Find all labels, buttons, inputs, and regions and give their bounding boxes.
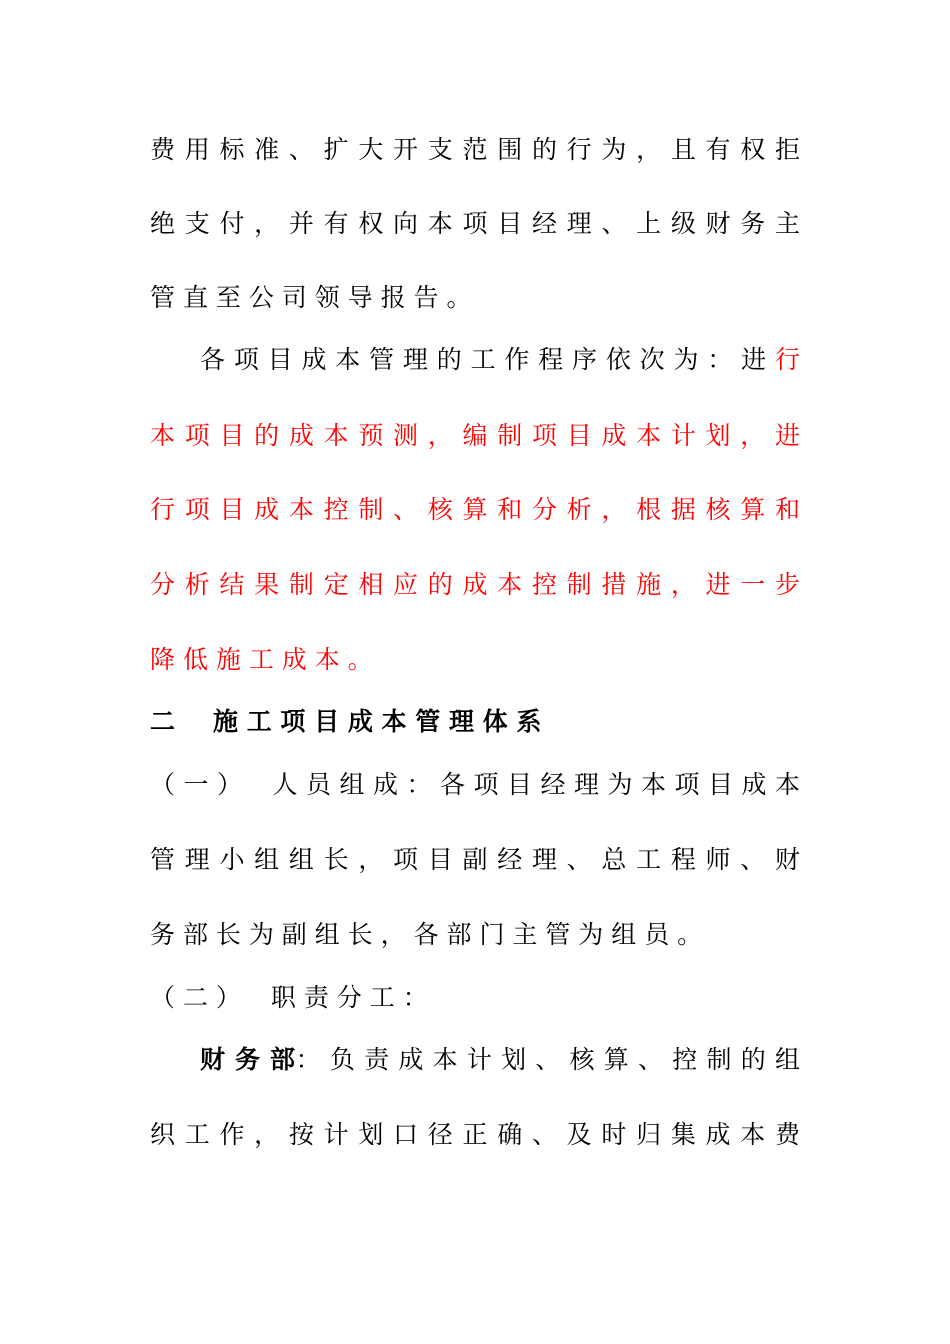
subsection-line (150, 981, 800, 1015)
subsection-label: （ 一 ） (150, 770, 243, 799)
highlighted-text: 行 (774, 345, 800, 374)
highlighted-line: 分 析 结 果 制 定 相 应 的 成 本 控 制 措 施 ， 进 一 步 (150, 570, 800, 599)
paragraph-line (200, 1043, 800, 1077)
section-number: 二 (150, 707, 176, 736)
paragraph-line: 管 理 小 组 组 长 ， 项 目 副 经 理 、 总 工 程 师 、 财 (150, 845, 800, 874)
department-label: 财 务 部 (200, 1045, 296, 1074)
paragraph-line: 绝 支 付 ， 并 有 权 向 本 项 目 经 理 、 上 级 财 务 主 (150, 209, 800, 238)
section-heading (150, 705, 800, 739)
highlighted-line: 行 项 目 成 本 控 制 、 核 算 和 分 析 ， 根 据 核 算 和 (150, 495, 800, 524)
paragraph-text: ： 负 责 成 本 计 划 、 核 算 、 控 制 的 组 (295, 1045, 800, 1074)
paragraph-line: 管 直 至 公 司 领 导 报 告 。 (150, 283, 472, 312)
subsection-text: 人 员 组 成 ： 各 项 目 经 理 为 本 项 目 成 本 (272, 770, 801, 799)
paragraph-line: 务 部 长 为 副 组 长 ， 各 部 门 主 管 为 组 员 。 (150, 920, 703, 949)
paragraph-line (200, 343, 800, 377)
highlighted-line: 降 低 施 工 成 本 。 (150, 645, 373, 674)
subsection-label: （ 二 ） (150, 983, 241, 1012)
paragraph-line: 织 工 作 ， 按 计 划 口 径 正 确 、 及 时 归 集 成 本 费 (150, 1120, 800, 1149)
subsection-text: 职 责 分 工 ： (270, 983, 428, 1012)
section-title: 施 工 项 目 成 本 管 理 体 系 (213, 707, 542, 736)
subsection-line (150, 768, 800, 802)
paragraph-line: 费 用 标 准 、 扩 大 开 支 范 围 的 行 为 ， 且 有 权 拒 (150, 135, 800, 164)
highlighted-line: 本 项 目 的 成 本 预 测 ， 编 制 项 目 成 本 计 划 ， 进 (150, 421, 800, 450)
paragraph-text: 各 项 目 成 本 管 理 的 工 作 程 序 依 次 为 ： 进 (200, 345, 767, 374)
